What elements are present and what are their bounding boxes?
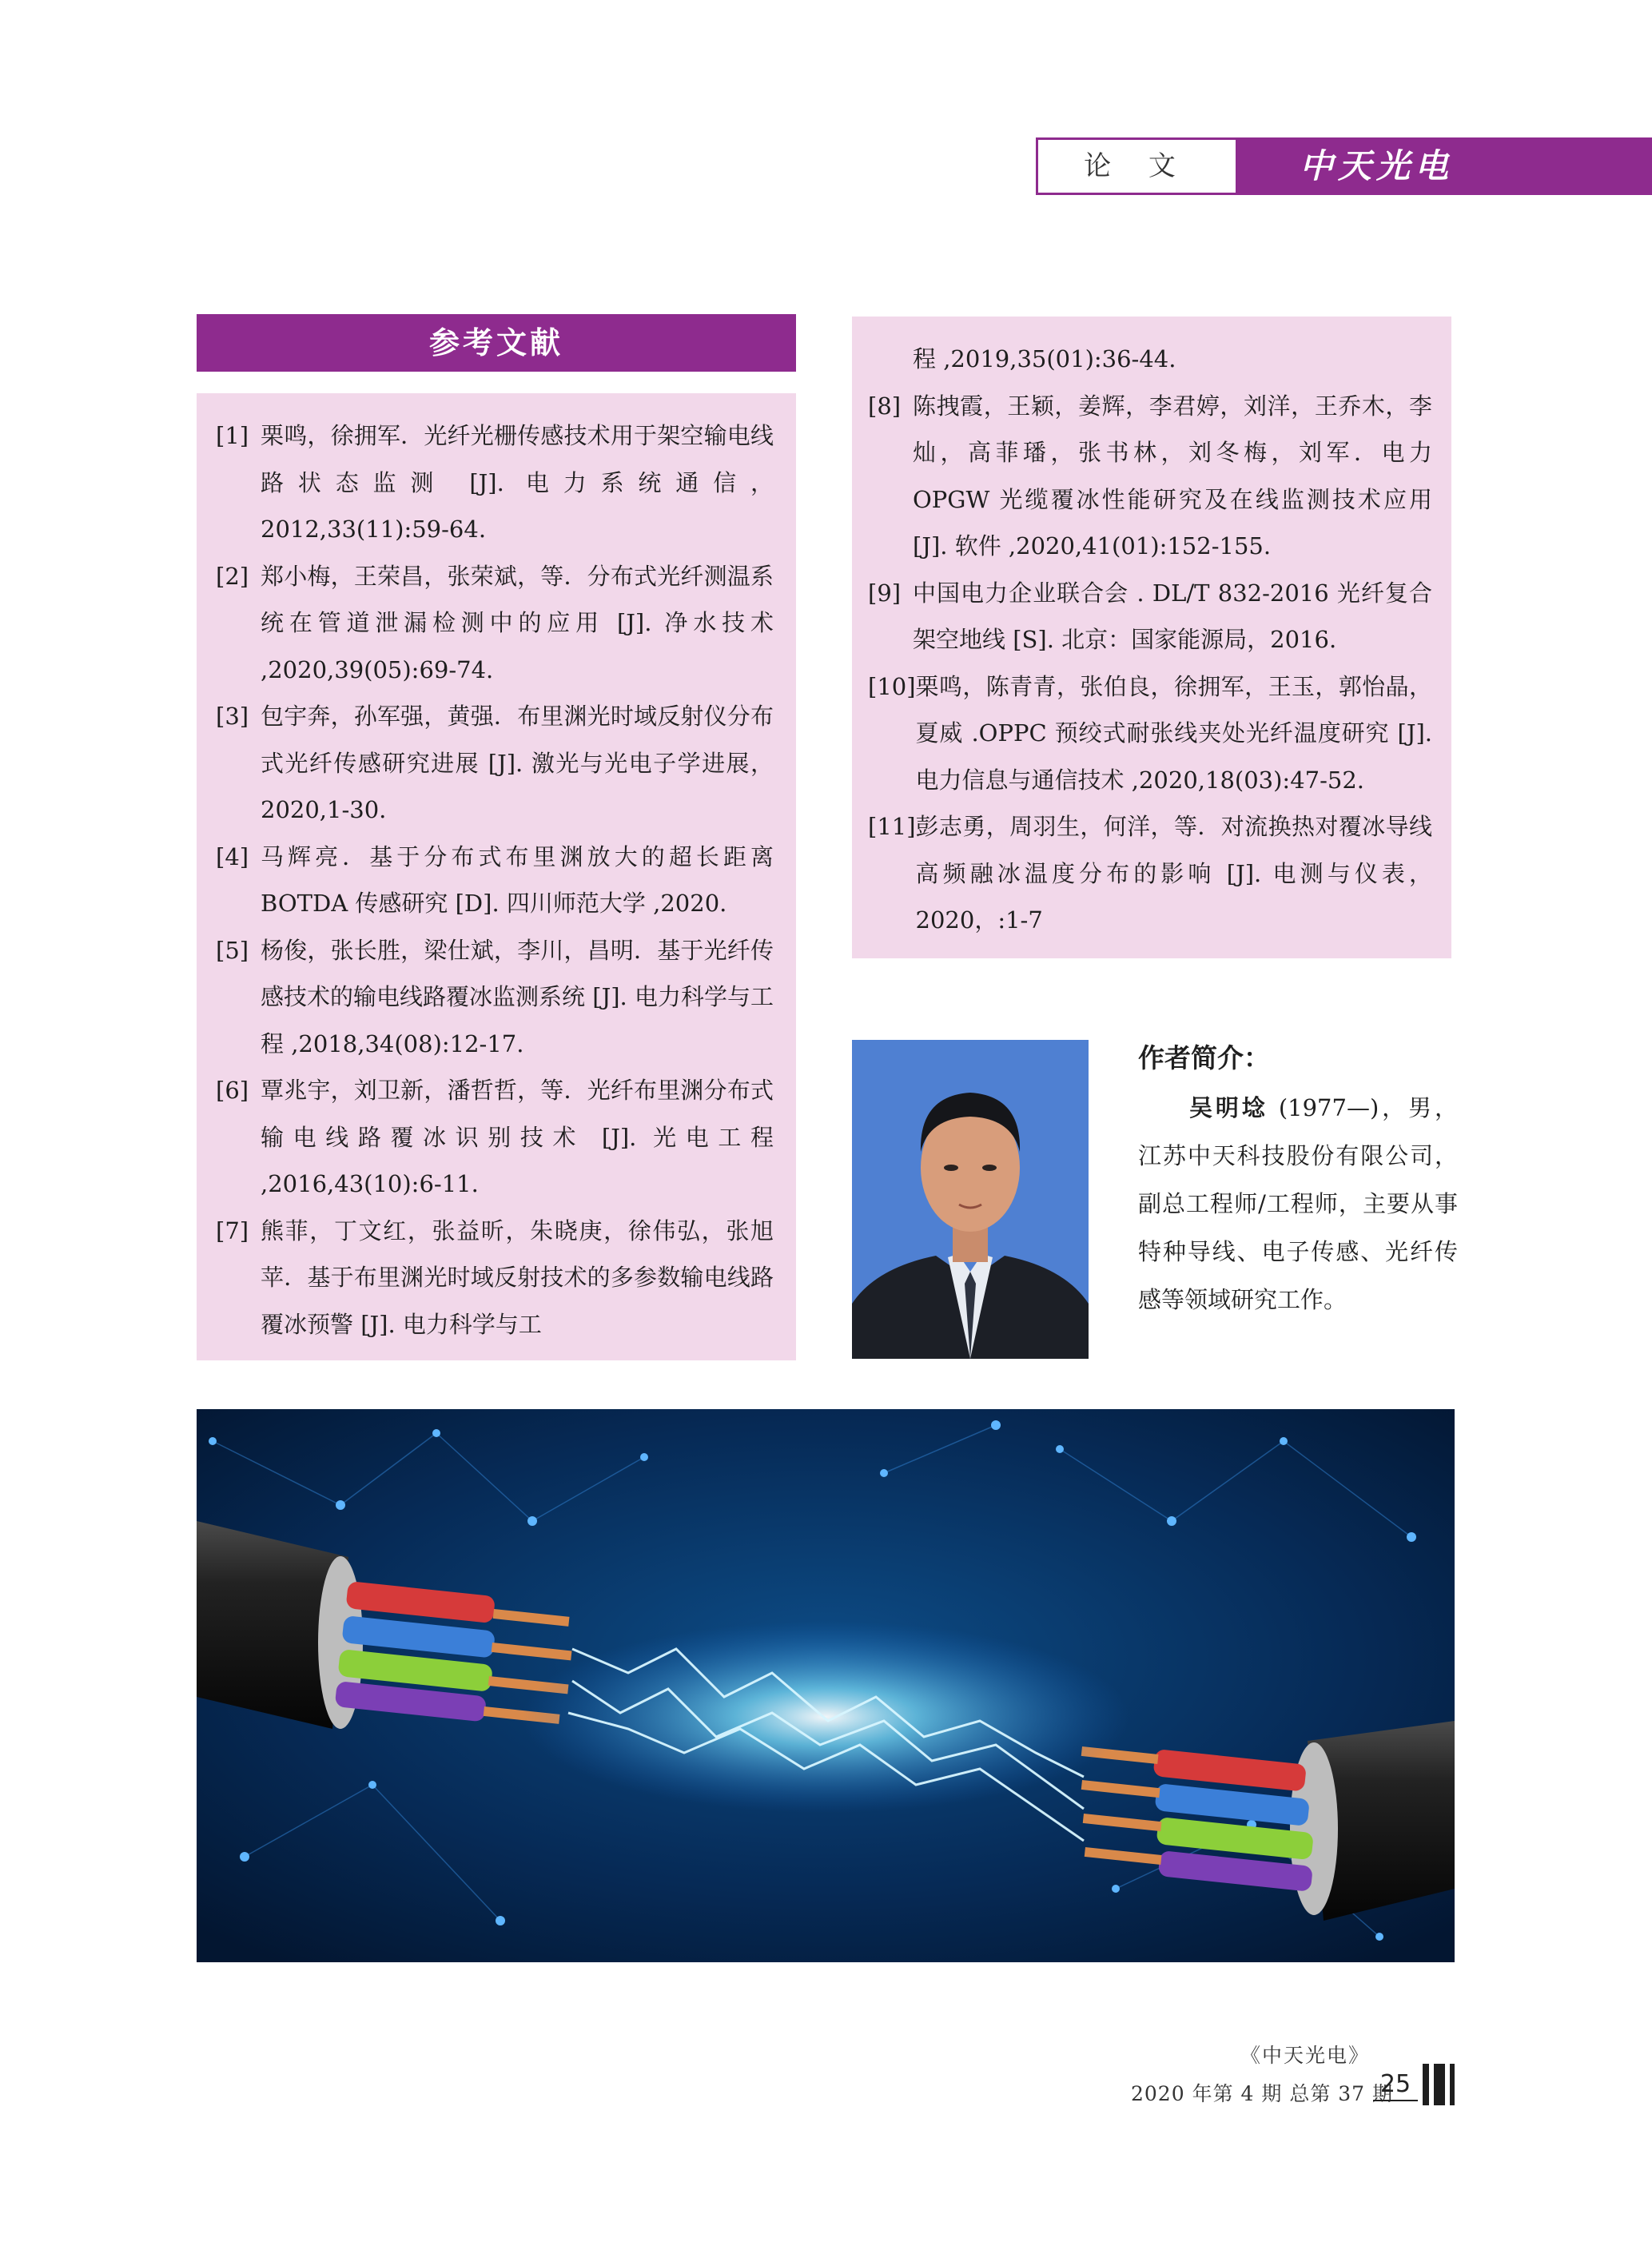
issue-info: 2020 年第 4 期 总第 37 期 — [1131, 2082, 1394, 2105]
reference-item: [4] 马辉亮．基于分布式布里渊放大的超长距离 BOTDA 传感研究 [D]. 四川师范大学 ,2020. — [216, 842, 774, 917]
references-title: 参考文献 — [197, 314, 796, 372]
author-info — [1138, 1037, 1458, 1324]
cable-spark-graphic — [197, 1409, 1455, 1962]
author-heading: 作者简介： — [1138, 1042, 1270, 1073]
brand-logo: 中天光电 — [1236, 137, 1652, 195]
author-photo — [852, 1040, 1089, 1359]
reference-item: [1] 栗鸣，徐拥军．光纤光栅传感技术用于架空输电线路状态监测 [J]. 电力系统通信，2012,33(11):59-64. — [216, 422, 774, 543]
reference-item: [6] 覃兆宇，刘卫新，潘哲哲，等．光纤布里渊分布式输电线路覆冰识别技术 [J]. 光电工程 ,2016,43(10):6-11. — [216, 1077, 774, 1197]
cable-illustration — [197, 1409, 1455, 1962]
reference-item: [11] 彭志勇，周羽生，何洋，等．对流换热对覆冰导线高频融冰温度分布的影响 [J]. 电测与仪表，2020，:1-7 — [868, 813, 1432, 934]
decorative-bar — [1434, 2064, 1445, 2105]
reference-item: [10] 栗鸣，陈青青，张伯良，徐拥军，王玉，郭怡晶，夏威 .OPPC 预绞式耐张线夹处光纤温度研究 [J]. 电力信息与通信技术 ,2020,18(03):47-52. — [868, 672, 1432, 794]
references-left-panel — [197, 393, 796, 1360]
author-name: 吴明埝 — [1189, 1094, 1268, 1121]
journal-name: 《中天光电》 — [1240, 2044, 1371, 2067]
reference-item: [3] 包宇奔，孙军强，黄强．布里渊光时域反射仪分布式光纤传感研究进展 [J]. 激光与光电子学进展，2020,1-30. — [216, 703, 774, 823]
reference-item: [5] 杨俊，张长胜，梁仕斌，李川，昌明．基于光纤传感技术的输电线路覆冰监测系统 [J]. 电力科学与工程 ,2018,34(08):12-17. — [216, 936, 774, 1057]
author-bio-text: (1977—)，男，江苏中天科技股份有限公司，副总工程师/工程师，主要从事特种导线、电子传感、光纤传感等领域研究工作。 — [1138, 1094, 1458, 1313]
reference-item: [7] 熊菲，丁文红，张益昕，朱晓庚，徐伟弘，张旭苹．基于布里渊光时域反射技术的多参数输电线路覆冰预警 [J]. 电力科学与工 — [216, 1217, 774, 1338]
author-bio — [1138, 1084, 1458, 1324]
decorative-bar — [1423, 2064, 1429, 2105]
section-tab: 论 文 — [1036, 137, 1236, 195]
reference-continuation: 程 ,2019,35(01):36-44. — [913, 345, 1176, 372]
decorative-bar — [1450, 2064, 1455, 2105]
references-right-panel — [852, 317, 1451, 958]
author-portrait-illustration — [852, 1040, 1089, 1359]
reference-item: [2] 郑小梅，王荣昌，张荣斌，等．分布式光纤测温系统在管道泄漏检测中的应用 [J]. 净水技术 ,2020,39(05):69-74. — [216, 562, 774, 683]
page-number: 25 — [1373, 2070, 1418, 2101]
reference-item: [9] 中国电力企业联合会 . DL/T 832-2016 光纤复合架空地线 [S]. 北京：国家能源局，2016. — [868, 579, 1432, 653]
reference-item: [8] 陈拽霞，王颖，姜辉，李君婷，刘洋，王乔木，李灿，高菲璠，张书林，刘冬梅，刘军．电力 OPGW 光缆覆冰性能研究及在线监测技术应用 [J]. 软件 ,2020,41(01):152-155. — [868, 392, 1432, 560]
